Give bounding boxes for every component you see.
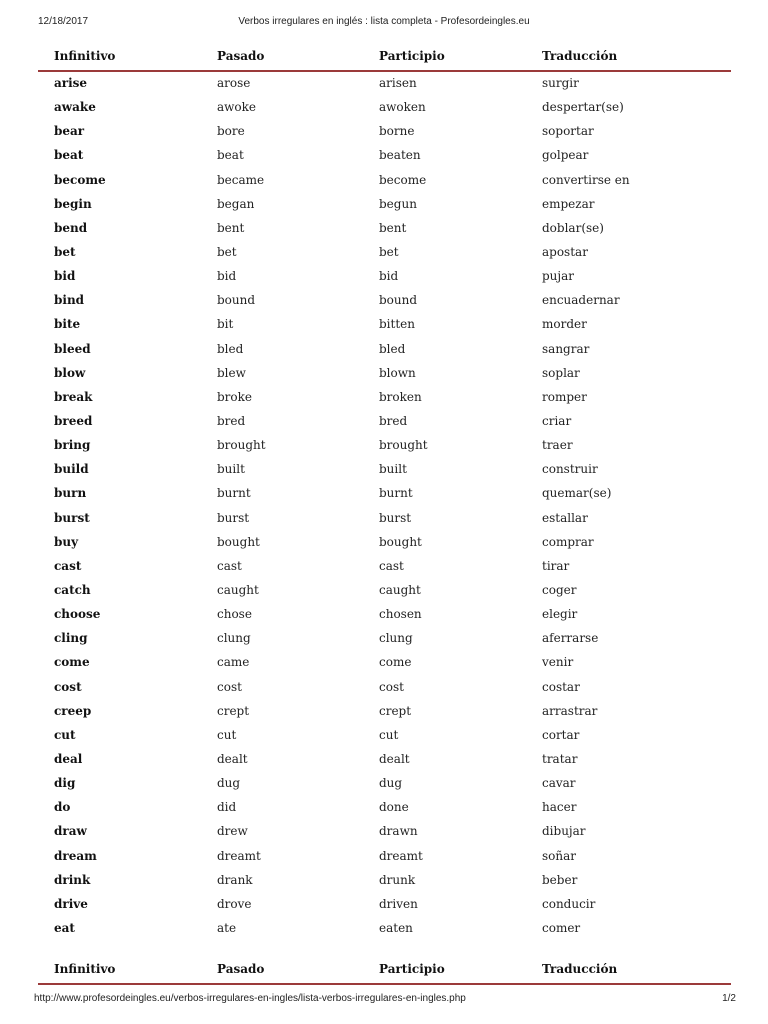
table-row: [38, 288, 731, 312]
cell-traduccion: comer: [542, 920, 581, 935]
cell-pasado: cut: [217, 727, 237, 742]
cell-participio: chosen: [379, 607, 422, 622]
cell-participio: crept: [379, 703, 412, 718]
cell-traduccion: romper: [542, 389, 587, 404]
cell-traduccion: elegir: [542, 607, 578, 622]
cell-infinitivo: beat: [54, 148, 84, 163]
cell-infinitivo: cut: [54, 727, 76, 742]
cell-pasado: dealt: [217, 751, 248, 766]
cell-infinitivo: bite: [54, 317, 81, 332]
cell-pasado: beat: [217, 148, 244, 163]
cell-traduccion: doblar(se): [542, 220, 604, 235]
cell-participio: bought: [379, 534, 422, 549]
print-date: 12/18/2017: [38, 16, 89, 27]
cell-traduccion: soportar: [542, 124, 594, 139]
cell-participio: become: [379, 172, 427, 187]
column-header-infinitivo: Infinitivo: [54, 962, 116, 976]
table-row: [38, 192, 731, 216]
cell-traduccion: coger: [542, 582, 577, 597]
cell-infinitivo: burst: [54, 510, 90, 525]
cell-infinitivo: creep: [54, 703, 92, 718]
table-row: [38, 312, 731, 336]
table-row: [38, 361, 731, 385]
table-row: [38, 868, 731, 892]
cell-participio: cut: [379, 727, 399, 742]
cell-participio: burst: [379, 510, 412, 525]
table-row: [38, 699, 731, 723]
cell-pasado: bound: [217, 293, 256, 308]
cell-pasado: crept: [217, 703, 250, 718]
cell-traduccion: criar: [542, 413, 572, 428]
cell-traduccion: beber: [542, 872, 578, 887]
cell-infinitivo: draw: [54, 824, 87, 839]
table-row: [38, 675, 731, 699]
cell-traduccion: venir: [542, 655, 574, 670]
cell-participio: blown: [379, 365, 416, 380]
table-row: [38, 554, 731, 578]
cell-infinitivo: become: [54, 172, 106, 187]
cell-infinitivo: burn: [54, 486, 87, 501]
cell-traduccion: tirar: [542, 558, 570, 573]
cell-pasado: chose: [217, 607, 252, 622]
cell-participio: bound: [379, 293, 418, 308]
cell-traduccion: comprar: [542, 534, 594, 549]
cell-infinitivo: eat: [54, 920, 75, 935]
cell-infinitivo: awake: [54, 100, 96, 115]
cell-participio: broken: [379, 389, 422, 404]
cell-participio: done: [379, 800, 409, 815]
cell-infinitivo: choose: [54, 607, 101, 622]
cell-infinitivo: dig: [54, 776, 76, 791]
cell-traduccion: surgir: [542, 76, 579, 90]
table-header-bottom: [38, 957, 731, 985]
cell-participio: bet: [379, 244, 399, 259]
cell-participio: cost: [379, 679, 404, 694]
cell-infinitivo: bet: [54, 244, 76, 259]
cell-participio: bid: [379, 269, 399, 284]
print-footer: [0, 993, 768, 1007]
cell-pasado: bore: [217, 124, 245, 139]
cell-traduccion: cortar: [542, 727, 580, 742]
cell-traduccion: dibujar: [542, 824, 586, 839]
cell-pasado: began: [217, 196, 255, 211]
cell-participio: bitten: [379, 317, 415, 332]
table-row: [38, 216, 731, 240]
cell-pasado: clung: [217, 631, 251, 646]
cell-infinitivo: cost: [54, 679, 82, 694]
cell-pasado: bled: [217, 341, 244, 356]
cell-participio: beaten: [379, 148, 421, 163]
column-header-traduccion: Traducción: [542, 962, 618, 976]
cell-participio: dealt: [379, 751, 410, 766]
cell-infinitivo: begin: [54, 196, 92, 211]
cell-traduccion: encuadernar: [542, 293, 620, 308]
table-row: [38, 578, 731, 602]
cell-pasado: arose: [217, 76, 251, 90]
print-header: [0, 16, 768, 30]
table-row: [38, 240, 731, 264]
cell-pasado: blew: [217, 365, 246, 380]
table-row: [38, 892, 731, 916]
cell-infinitivo: catch: [54, 582, 91, 597]
print-url: http://www.profesordeingles.eu/verbos-irregulares-en-ingles/lista-verbos-irregulares-en-ingles.php: [34, 993, 466, 1004]
cell-participio: brought: [379, 438, 428, 453]
cell-traduccion: aferrarse: [542, 631, 599, 646]
cell-participio: drunk: [379, 872, 416, 887]
cell-infinitivo: arise: [54, 76, 88, 90]
cell-participio: burnt: [379, 486, 413, 501]
table-row: [38, 747, 731, 771]
table-row: [38, 433, 731, 457]
cell-traduccion: construir: [542, 462, 598, 477]
cell-infinitivo: bend: [54, 220, 88, 235]
cell-participio: begun: [379, 196, 417, 211]
table-row: [38, 385, 731, 409]
cell-participio: bent: [379, 220, 407, 235]
cell-infinitivo: bind: [54, 293, 85, 308]
cell-pasado: ate: [217, 920, 237, 935]
table-row: [38, 457, 731, 481]
table-row: [38, 650, 731, 674]
cell-infinitivo: breed: [54, 413, 93, 428]
cell-infinitivo: bring: [54, 438, 91, 453]
column-header-pasado: Pasado: [217, 49, 265, 63]
cell-traduccion: empezar: [542, 196, 595, 211]
cell-participio: dreamt: [379, 848, 423, 863]
column-header-pasado: Pasado: [217, 962, 265, 976]
cell-infinitivo: dream: [54, 848, 97, 863]
cell-participio: drawn: [379, 824, 418, 839]
cell-traduccion: conducir: [542, 896, 596, 911]
cell-pasado: drove: [217, 896, 252, 911]
table-row: [38, 409, 731, 433]
table-row: [38, 71, 731, 95]
cell-traduccion: traer: [542, 438, 573, 453]
cell-pasado: cost: [217, 679, 242, 694]
cell-traduccion: golpear: [542, 148, 589, 163]
table-row: [38, 119, 731, 143]
cell-infinitivo: blow: [54, 365, 86, 380]
cell-pasado: bent: [217, 220, 245, 235]
table-row: [38, 506, 731, 530]
table-row: [38, 530, 731, 554]
cell-traduccion: apostar: [542, 244, 588, 259]
cell-traduccion: costar: [542, 679, 580, 694]
cell-pasado: built: [217, 462, 245, 477]
cell-participio: come: [379, 655, 412, 670]
cell-infinitivo: do: [54, 800, 71, 815]
cell-traduccion: convertirse en: [542, 172, 630, 187]
cell-pasado: drank: [217, 872, 253, 887]
cell-pasado: dug: [217, 776, 241, 791]
cell-pasado: bet: [217, 244, 237, 259]
cell-infinitivo: build: [54, 462, 89, 477]
table-row: [38, 95, 731, 119]
cell-pasado: bid: [217, 269, 237, 284]
cell-participio: eaten: [379, 920, 413, 935]
cell-infinitivo: deal: [54, 751, 83, 766]
cell-pasado: drew: [217, 824, 248, 839]
cell-pasado: bought: [217, 534, 260, 549]
cell-infinitivo: cling: [54, 631, 88, 646]
table-row: [38, 916, 731, 940]
cell-participio: borne: [379, 124, 415, 139]
cell-pasado: dreamt: [217, 848, 261, 863]
column-header-infinitivo: Infinitivo: [54, 49, 116, 63]
cell-pasado: awoke: [217, 100, 257, 115]
cell-pasado: came: [217, 655, 250, 670]
column-header-participio: Participio: [379, 962, 445, 976]
cell-pasado: brought: [217, 438, 266, 453]
cell-traduccion: sangrar: [542, 341, 590, 356]
cell-pasado: burnt: [217, 486, 251, 501]
cell-traduccion: cavar: [542, 776, 576, 791]
cell-participio: bred: [379, 413, 408, 428]
cell-pasado: bred: [217, 413, 246, 428]
table-row: [38, 602, 731, 626]
table-row: [38, 819, 731, 843]
cell-pasado: bit: [217, 317, 234, 332]
cell-traduccion: hacer: [542, 800, 577, 815]
cell-participio: arisen: [379, 76, 417, 90]
print-page-number: 1/2: [722, 993, 736, 1004]
cell-participio: bled: [379, 341, 406, 356]
table-row: [38, 795, 731, 819]
cell-infinitivo: bear: [54, 124, 85, 139]
cell-participio: built: [379, 462, 407, 477]
table-row: [38, 264, 731, 288]
table-row: [38, 481, 731, 505]
cell-traduccion: tratar: [542, 751, 578, 766]
cell-pasado: broke: [217, 389, 253, 404]
cell-traduccion: arrastrar: [542, 703, 598, 718]
cell-infinitivo: break: [54, 389, 93, 404]
column-header-participio: Participio: [379, 49, 445, 63]
verb-table-body: [38, 71, 731, 940]
cell-pasado: did: [217, 800, 237, 815]
cell-traduccion: soplar: [542, 365, 580, 380]
cell-traduccion: despertar(se): [542, 100, 624, 115]
cell-traduccion: quemar(se): [542, 486, 612, 501]
cell-infinitivo: bid: [54, 269, 76, 284]
table-row: [38, 143, 731, 167]
cell-pasado: burst: [217, 510, 250, 525]
cell-infinitivo: drink: [54, 872, 91, 887]
cell-traduccion: morder: [542, 317, 587, 332]
cell-infinitivo: come: [54, 655, 90, 670]
table-header-top: [38, 44, 731, 72]
table-row: [38, 844, 731, 868]
cell-traduccion: pujar: [542, 269, 575, 284]
cell-pasado: cast: [217, 558, 242, 573]
cell-traduccion: soñar: [542, 848, 577, 863]
cell-infinitivo: drive: [54, 896, 88, 911]
cell-participio: cast: [379, 558, 404, 573]
table-row: [38, 626, 731, 650]
cell-pasado: became: [217, 172, 265, 187]
table-row: [38, 337, 731, 361]
table-row: [38, 771, 731, 795]
cell-traduccion: estallar: [542, 510, 588, 525]
cell-participio: clung: [379, 631, 413, 646]
column-header-traduccion: Traducción: [542, 49, 618, 63]
cell-pasado: caught: [217, 582, 259, 597]
cell-participio: dug: [379, 776, 403, 791]
cell-infinitivo: bleed: [54, 341, 91, 356]
cell-infinitivo: buy: [54, 534, 79, 549]
cell-participio: awoken: [379, 100, 426, 115]
cell-infinitivo: cast: [54, 558, 82, 573]
table-row: [38, 723, 731, 747]
cell-participio: caught: [379, 582, 421, 597]
table-row: [38, 168, 731, 192]
cell-participio: driven: [379, 896, 418, 911]
print-page-title: Verbos irregulares en inglés : lista completa - Profesordeingles.eu: [238, 16, 530, 27]
